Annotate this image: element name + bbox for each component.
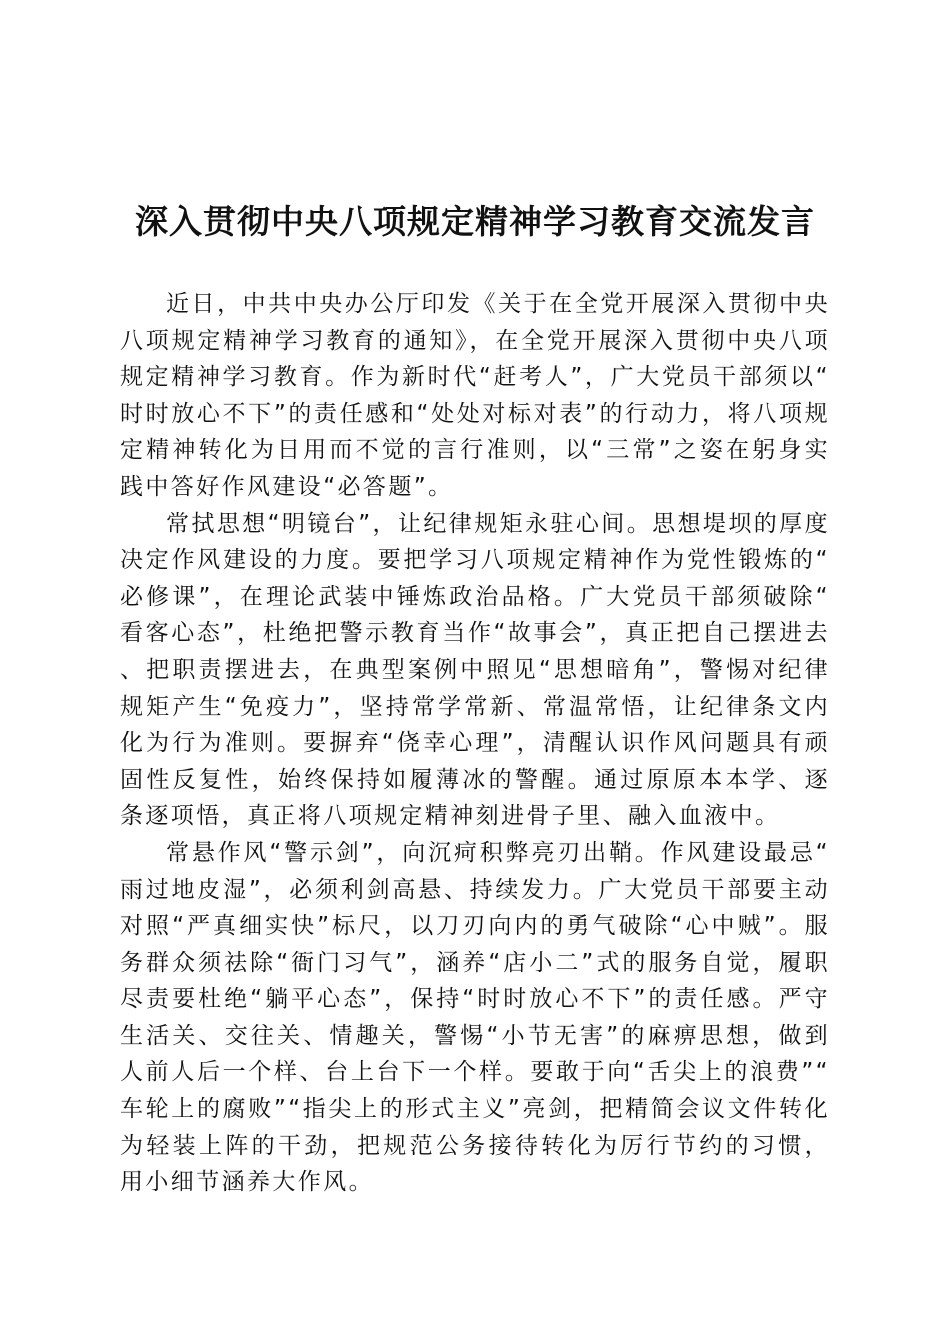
paragraph-warning-sword: 常悬作风“警示剑”，向沉疴积弊亮刃出鞘。作风建设最忌“雨过地皮湿”，必须利剑高悬、持续发力。广大党员干部要主动对照“严真细实快”标尺，以刀刃向内的勇气破除“心中贼”。服务群众须祛除“衙门习气”，涵养“店小二”式的服务自觉，履职尽责要杜绝“躺平心态”，保持“时时放心不下”的责任感。严守生活关、交往关、情趣关，警惕“小节无害”的麻痹思想，做到人前人后一个样、台上台下一个样。要敢于向“舌尖上的浪费”“车轮上的腐败”“指尖上的形式主义”亮剑，把精简会议文件转化为轻装上阵的干劲，把规范公务接待转化为厉行节约的习惯，用小细节涵养大作风。 (120, 839, 830, 1196)
paragraph-thought-mirror: 常拭思想“明镜台”，让纪律规矩永驻心间。思想堤坝的厚度决定作风建设的力度。要把学习八项规定精神作为党性锻炼的“必修课”，在理论武装中锤炼政治品格。广大党员干部须破除“看客心态”，杜绝把警示教育当作“故事会”，真正把自己摆进去、把职责摆进去，在典型案例中照见“思想暗角”，警惕对纪律规矩产生“免疫力”，坚持常学常新、常温常悟，让纪律条文内化为行为准则。要摒弃“侥幸心理”，清醒认识作风问题具有顽固性反复性，始终保持如履薄冰的警醒。通过原原本本学、逐条逐项悟，真正将八项规定精神刻进骨子里、融入血液中。 (120, 510, 830, 830)
document-title: 深入贯彻中央八项规定精神学习教育交流发言 (135, 202, 815, 241)
paragraph-introduction: 近日，中共中央办公厅印发《关于在全党开展深入贯彻中央八项规定精神学习教育的通知》，在全党开展深入贯彻中央八项规定精神学习教育。作为新时代“赶考人”，广大党员干部须以“时时放心不下”的责任感和“处处对标对表”的行动力，将八项规定精神转化为日用而不觉的言行准则，以“三常”之姿在躬身实践中答好作风建设“必答题”。 (120, 291, 830, 500)
document-body (120, 286, 830, 1201)
